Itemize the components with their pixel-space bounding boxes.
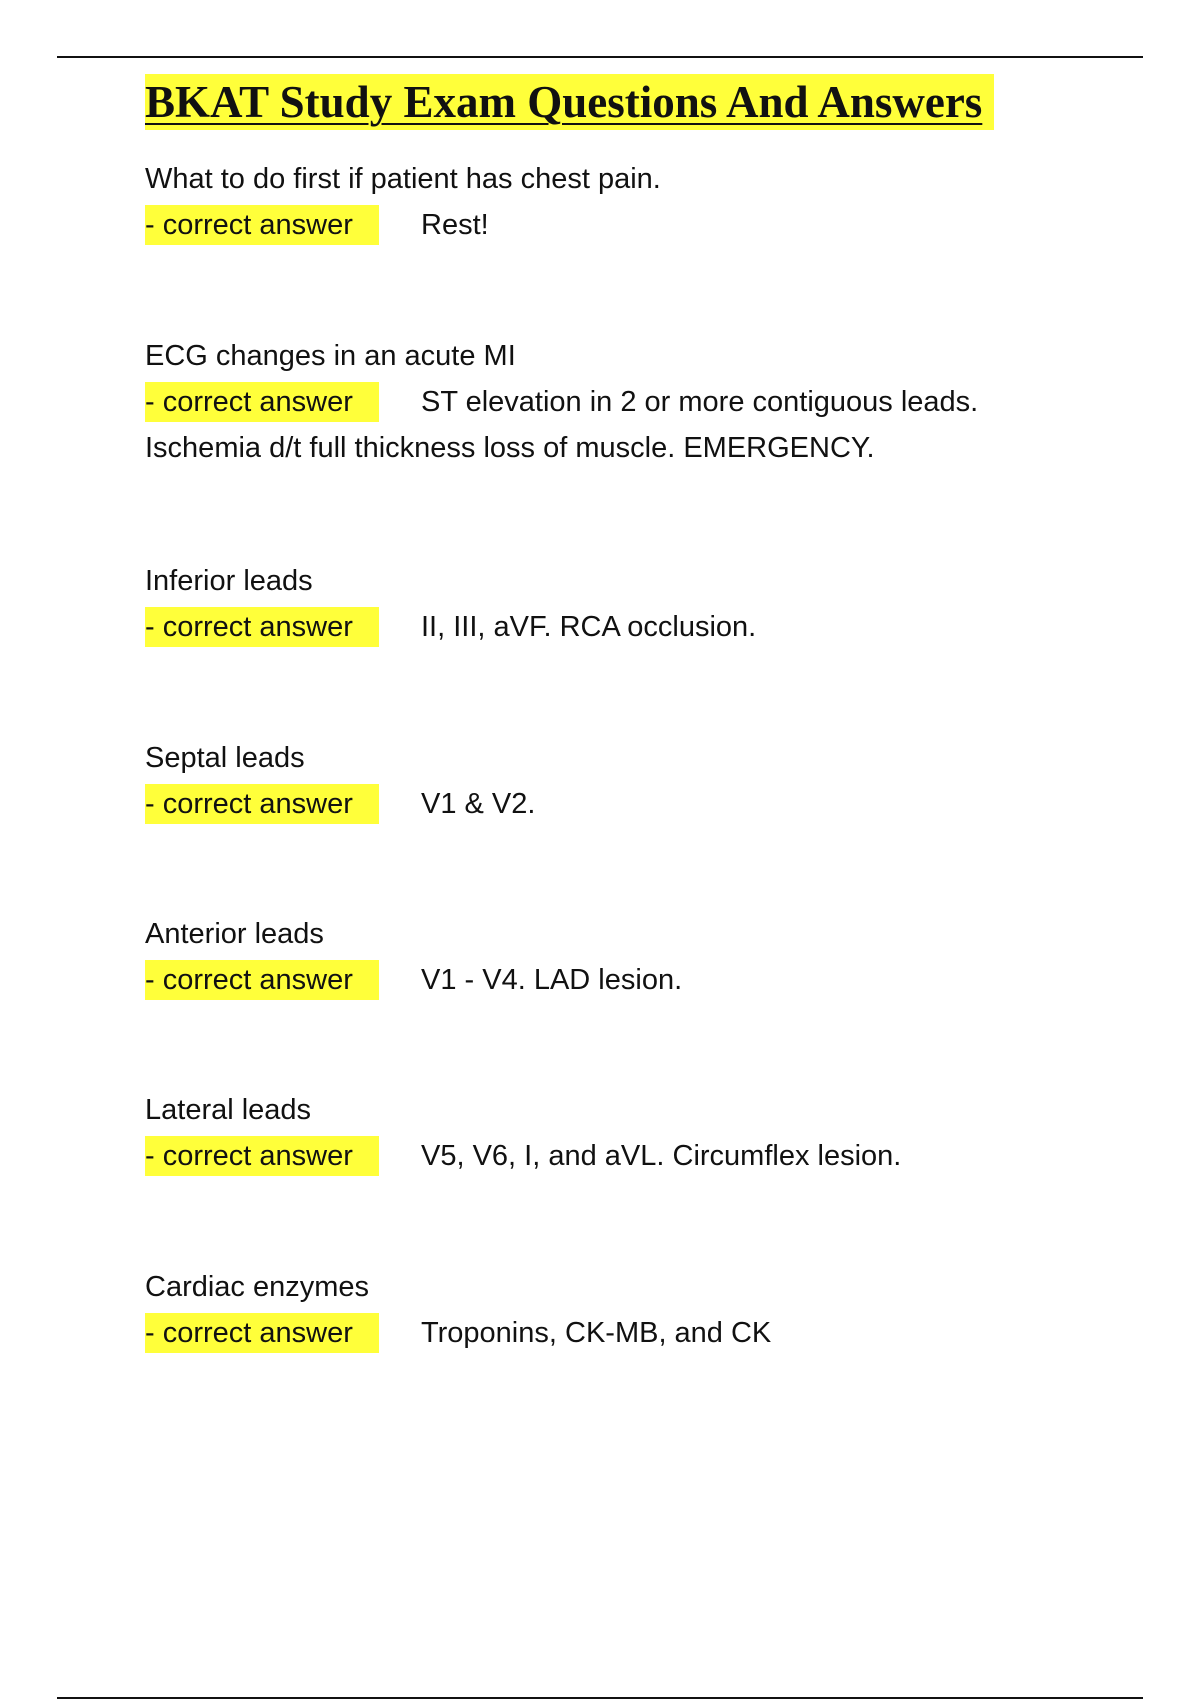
answer-line (145, 379, 1145, 425)
question-text: Anterior leads (145, 918, 324, 950)
question-text: Inferior leads (145, 565, 313, 597)
header-rule (57, 56, 1143, 58)
qa-item (145, 1264, 1145, 1356)
correct-answer-tag: - correct answer (145, 205, 379, 245)
qa-item (145, 333, 1145, 471)
question-text: Cardiac enzymes (145, 1271, 370, 1303)
answer-text: ST elevation in 2 or more contiguous leads. (421, 386, 979, 418)
answer-line (145, 604, 1145, 650)
qa-item (145, 735, 1145, 827)
qa-item (145, 1087, 1145, 1179)
answer-line (145, 957, 1145, 1003)
qa-item (145, 911, 1145, 1003)
answer-line (145, 781, 1145, 827)
document-title: BKAT Study Exam Questions And Answers (145, 74, 994, 130)
correct-answer-tag: - correct answer (145, 960, 379, 1000)
correct-answer-tag: - correct answer (145, 382, 379, 422)
answer-text: II, III, aVF. RCA occlusion. (421, 611, 757, 643)
question-text: What to do first if patient has chest pain. (145, 163, 661, 195)
correct-answer-tag: - correct answer (145, 607, 379, 647)
answer-continuation: Ischemia d/t full thickness loss of muscle. EMERGENCY. (145, 432, 875, 464)
question-text: Septal leads (145, 742, 305, 774)
answer-text: V5, V6, I, and aVL. Circumflex lesion. (421, 1140, 902, 1172)
correct-answer-tag: - correct answer (145, 1136, 379, 1176)
footer-rule (57, 1697, 1143, 1699)
answer-text: V1 - V4. LAD lesion. (421, 964, 683, 996)
question-text: Lateral leads (145, 1094, 312, 1126)
answer-text: Troponins, CK-MB, and CK (421, 1317, 772, 1349)
correct-answer-tag: - correct answer (145, 784, 379, 824)
answer-line (145, 1133, 1145, 1179)
answer-text: Rest! (421, 209, 489, 241)
qa-item (145, 156, 1145, 248)
question-text: ECG changes in an acute MI (145, 340, 516, 372)
answer-text: V1 & V2. (421, 788, 536, 820)
correct-answer-tag: - correct answer (145, 1313, 379, 1353)
answer-line (145, 202, 1145, 248)
answer-line (145, 1310, 1145, 1356)
qa-item (145, 558, 1145, 650)
